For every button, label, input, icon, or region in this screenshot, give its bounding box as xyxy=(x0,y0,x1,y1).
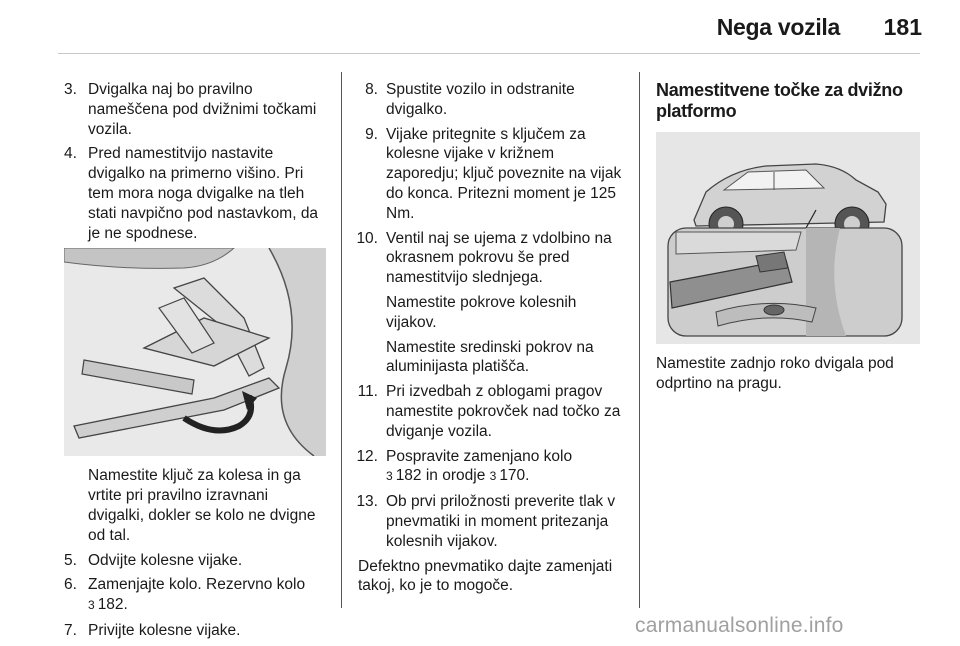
page-header-title: Nega vozila xyxy=(716,14,840,40)
step-text: Ob prvi priložnosti preverite tlak v pnevmatiki in moment pritezanja kolesnih vijakov. xyxy=(386,493,616,550)
step-4 xyxy=(64,144,326,243)
step-10-subparagraph: Namestite pokrove kolesnih vijakov. xyxy=(386,293,577,331)
step-number: 3. xyxy=(64,81,77,98)
step-text: Dvigalka naj bo pravilno nameščena pod dvižnimi točkami vozila. xyxy=(88,81,317,138)
column-divider-right xyxy=(639,72,640,608)
step-text: Vijake pritegnite s ključem za kolesne vijake v križnem zaporedju; ključ poveznite na vijak do konca. Pritezni moment je 125 Nm. xyxy=(386,125,622,222)
jack-illustration xyxy=(64,248,326,456)
step-text: Ventil naj se ujema z vdolbino na okrasnem pokrovu še pred namestitvijo slednjega. xyxy=(386,229,612,287)
page-reference[interactable]: 170. xyxy=(499,467,530,485)
step-number: 8. xyxy=(365,81,378,98)
step-number: 12. xyxy=(356,447,378,465)
instruction-paragraph: Namestite ključ za kolesa in ga vrtite pri pravilno izravnani dvigalki, dokler se kolo ne dvigne od tal. xyxy=(88,467,316,544)
step-text: Pri izvedbah z oblogami pragov namestite pokrovček nad točko za dviganje vozila. xyxy=(386,383,621,440)
figure-caption: Namestite zadnjo roko dvigala pod odprtino na pragu. xyxy=(656,355,894,392)
step-10 xyxy=(358,229,628,288)
step-7 xyxy=(64,621,326,641)
step-text: Odvijte kolesne vijake. xyxy=(88,551,243,569)
step-5 xyxy=(64,551,326,571)
step-number: 11. xyxy=(357,383,378,401)
step-text: Spustite vozilo in odstranite dvigalko. xyxy=(386,81,575,118)
note-paragraph: Defektno pnevmatiko dajte zamenjati takoj, ko je to mogoče. xyxy=(358,557,613,595)
step-number: 10. xyxy=(356,229,378,247)
watermark: carmanualsonline.info xyxy=(635,614,844,637)
page-reference-arrow[interactable]: 3 xyxy=(386,469,393,484)
step-8 xyxy=(358,80,628,120)
step-11 xyxy=(358,382,628,441)
step-13 xyxy=(358,492,628,551)
column-3 xyxy=(656,80,922,394)
step-number: 7. xyxy=(64,621,77,639)
page-reference-arrow[interactable]: 3 xyxy=(489,469,497,484)
page-reference[interactable]: 182. xyxy=(97,596,128,614)
column-2 xyxy=(358,80,628,596)
column-1 xyxy=(64,80,326,646)
step-12 xyxy=(358,447,628,488)
step-text: Pospravite zamenjano kolo xyxy=(386,447,573,465)
lift-point-illustration xyxy=(656,132,920,344)
step-number: 13. xyxy=(356,493,378,511)
step-number: 6. xyxy=(64,576,77,594)
step-number: 4. xyxy=(64,145,77,163)
page-reference[interactable]: 182 in orodje xyxy=(395,467,486,485)
step-text: Privijte kolesne vijake. xyxy=(88,621,241,639)
step-9 xyxy=(358,125,628,224)
step-10-subparagraph: Namestite sredinski pokrov na aluminijasta platišča. xyxy=(386,338,594,376)
page-number: 181 xyxy=(883,14,922,40)
page-reference-arrow[interactable]: 3 xyxy=(88,598,95,613)
header-rule xyxy=(58,53,920,54)
step-text: Pred namestitvijo nastavite dvigalko na primerno višino. Pri tem mora noga dvigalke na tleh stati navpično pod nastavkom, da je ne spodnese. xyxy=(88,145,319,242)
step-text: Zamenjajte kolo. Rezervno kolo xyxy=(88,576,306,594)
step-6 xyxy=(64,575,326,616)
step-number: 9. xyxy=(365,125,378,143)
step-3 xyxy=(64,80,326,139)
section-heading: Namestitvene točke za dvižno platformo xyxy=(656,80,903,121)
column-divider-left xyxy=(341,72,342,608)
step-number: 5. xyxy=(64,551,77,569)
